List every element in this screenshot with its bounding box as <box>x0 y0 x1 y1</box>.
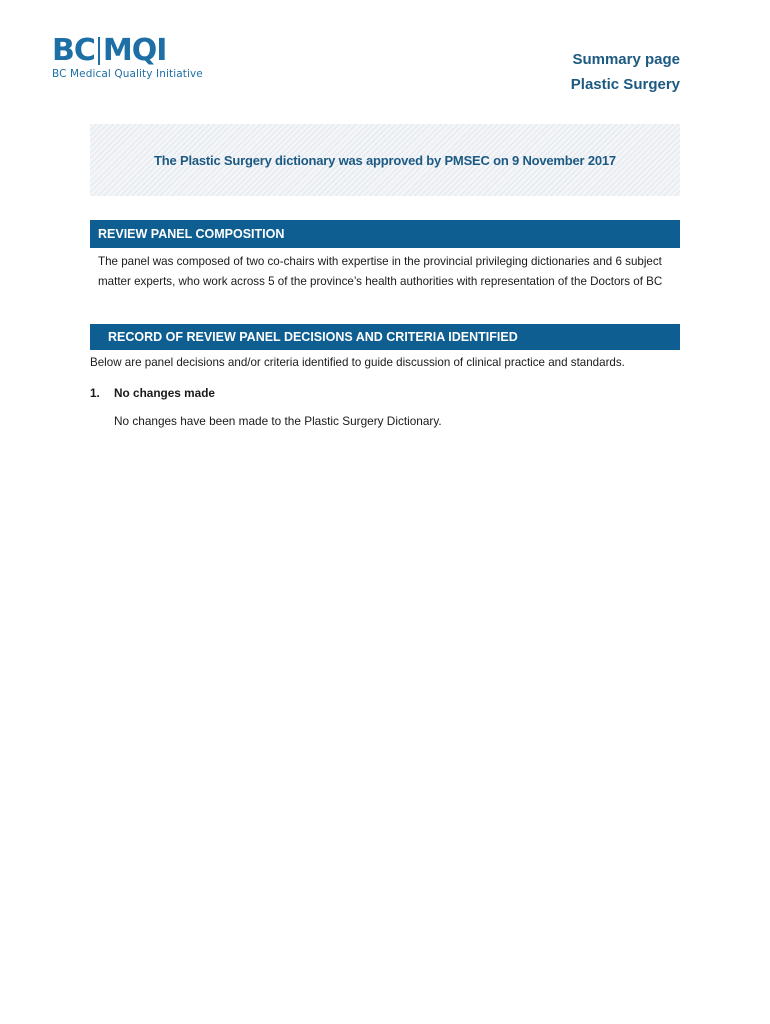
logo-subtitle: BC Medical Quality Initiative <box>52 68 203 80</box>
list-item <box>90 383 215 403</box>
logo-mark <box>52 33 212 68</box>
bcmqi-logo <box>52 33 212 80</box>
list-item-number: 1. <box>90 386 100 400</box>
logo-bc-text: BC <box>52 33 95 68</box>
logo-mqi-text: MQI <box>102 33 167 68</box>
section-heading-review-panel: REVIEW PANEL COMPOSITION <box>90 220 680 248</box>
page-header <box>571 47 680 97</box>
list-item-text: No changes have been made to the Plastic Surgery Dictionary. <box>114 414 442 428</box>
decisions-intro: Below are panel decisions and/or criteria identified to guide discussion of clinical practice and standards. <box>90 356 625 369</box>
review-panel-description: The panel was composed of two co-chairs with expertise in the provincial privileging dictionaries and 6 subject matter experts, who work across 5 of the province’s health authorities with representation of the Doctors of BC <box>98 255 663 288</box>
section-heading-decisions: RECORD OF REVIEW PANEL DECISIONS AND CRITERIA IDENTIFIED <box>90 324 680 350</box>
logo-divider <box>98 37 100 65</box>
header-summary-page: Summary page <box>572 51 680 68</box>
approval-banner <box>90 124 680 196</box>
header-specialty: Plastic Surgery <box>570 76 680 93</box>
approval-text: The Plastic Surgery dictionary was approved by PMSEC on 9 November 2017 <box>154 152 616 168</box>
list-item-title: No changes made <box>114 386 215 400</box>
